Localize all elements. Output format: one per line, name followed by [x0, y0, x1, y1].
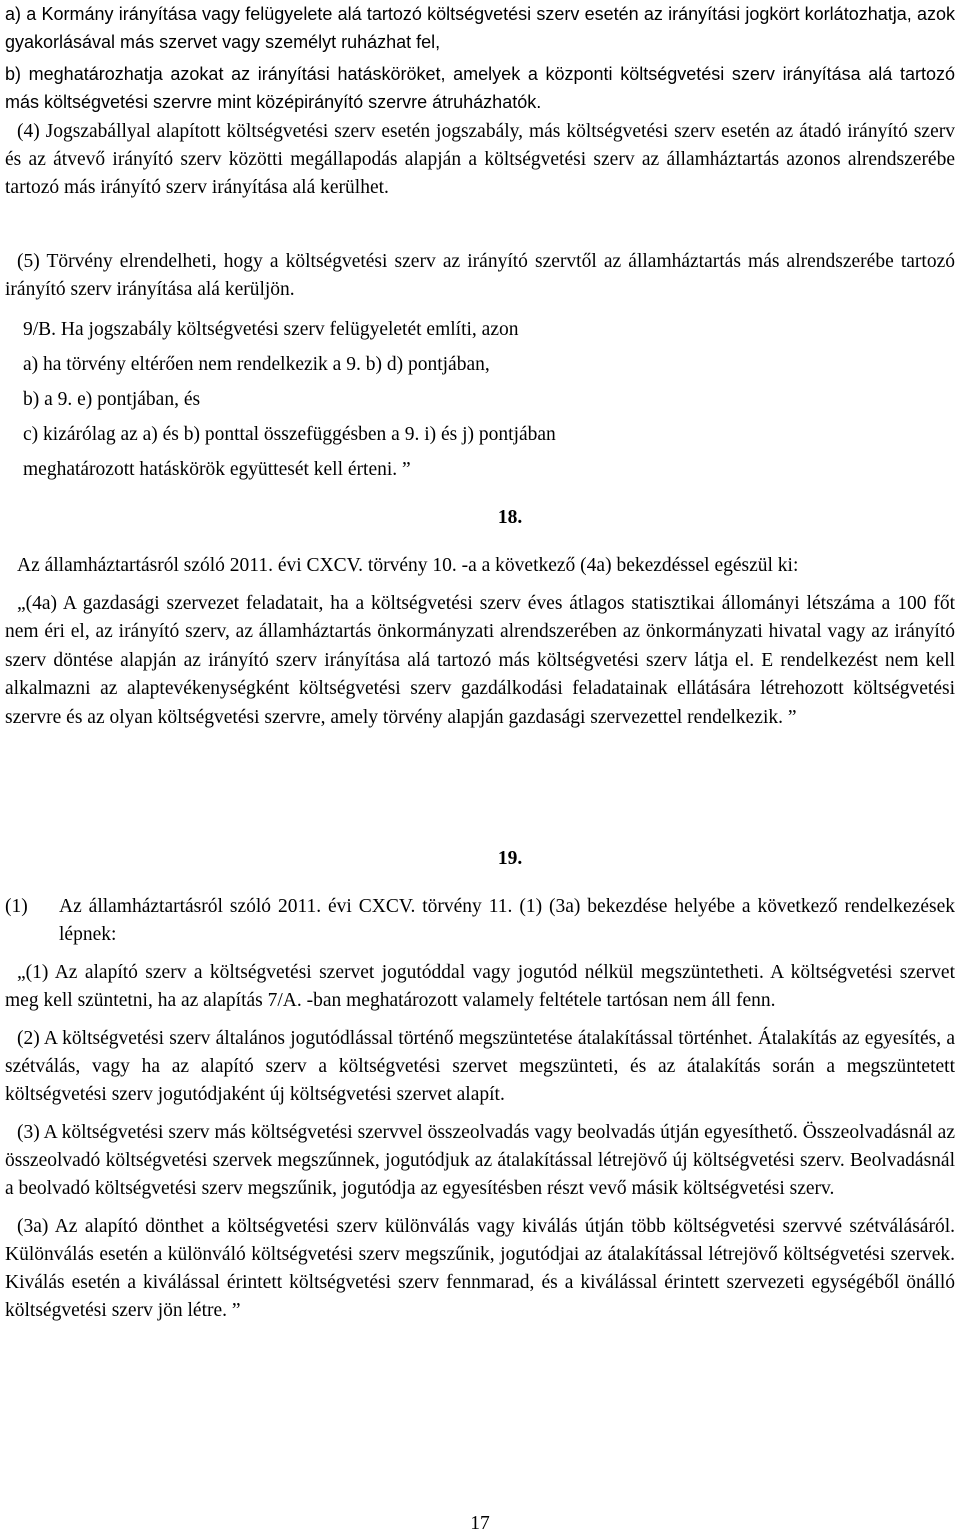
section-19-heading: 19.	[497, 848, 523, 869]
item-a: a) a Kormány irányítása vagy felügyelete alá tartozó költségvetési szerv esetén az irányítási jogkört korlátozhatja, azok gyakorlásával más szervet vagy személyt ruházhat fel,	[5, 4, 955, 52]
section-18	[5, 504, 955, 732]
item-b: b) meghatározhatja azokat az irányítási hatásköröket, amelyek a központi költségvetési szerv irányítása alá tartozó más költségvetési szervre mint középirányító szervre átruházhatók.	[5, 64, 955, 112]
section-9b-closing: meghatározott hatáskörök együttesét kell érteni. ”	[23, 459, 411, 480]
section-9b-intro: 9/B. Ha jogszabály költségvetési szerv felügyeletét említi, azon	[23, 319, 519, 340]
page-number: 17	[470, 1513, 490, 1534]
section-19	[5, 845, 955, 1325]
paragraph-4-block	[5, 118, 955, 202]
section-18-intro: Az államháztartásról szóló 2011. évi CXCV. törvény 10. -a a következő (4a) bekezdéssel egészül ki:	[17, 555, 799, 576]
section-9b-item-b: b) a 9. e) pontjában, és	[23, 389, 201, 410]
section-18-quote: „(4a) A gazdasági szervezet feladatait, ha a költségvetési szerv éves átlagos statisztikai állományi létszáma a 100 főt nem éri el, az irányító szerv, az államháztartás önkormányzati alrendszerében az önkormányzati hivatal vagy az irányító szerv döntése alapján az irányító szerv irányítása alá tartozó más költségvetési szerv látja el. E rendelkezést nem kell alkalmazni az alaptevékenységként költségvetési szerv gazdálkodási feladatainak ellátására létrehozott költségvetési szervre és az olyan költségvetési szervre, amely törvény alapján gazdasági szervezettel rendelkezik. ”	[5, 593, 955, 728]
section-9b	[5, 312, 955, 487]
paragraph-5-block	[5, 248, 955, 304]
section-9b-item-a: a) ha törvény eltérően nem rendelkezik a 9. b) d) pontjában,	[23, 354, 490, 375]
section-18-heading: 18.	[497, 507, 523, 528]
section-9b-item-c: c) kizárólag az a) és b) ponttal összefüggésben a 9. i) és j) pontjában	[23, 424, 556, 445]
section-19-item-1	[5, 893, 955, 949]
quote-paragraph-3: (3) A költségvetési szerv más költségvetési szervvel összeolvadás vagy beolvadás útján egyesíthető. Összeolvadásnál az összeolvadó költségvetési szervek megszűnnek, jogutódjuk az átalakítással létrejövő új költségvetési szerv. Beolvadásnál a beolvadó költségvetési szerv megszűnik, jogutódja az egyesítésben részt vevő másik költségvetési szerv.	[5, 1122, 955, 1199]
section-19-item-number: (1)	[5, 896, 28, 917]
quote-paragraph-1: „(1) Az alapító szerv a költségvetési szervet jogutóddal vagy jogutód nélkül megszüntetheti. A költségvetési szervet meg kell szüntetni, ha az alapítás 7/A. -ban meghatározott valamely feltétele tartósan nem áll fenn.	[5, 962, 955, 1011]
paragraph-4: (4) Jogszabállyal alapított költségvetési szerv esetén jogszabály, más költségvetési szerv esetén az átadó irányító szerv és az átvevő irányító szerv közötti megállapodás alapján a költségvetési szerv az államháztartás azonos alrendszerébe tartozó más irányító szerv irányítása alá kerülhet.	[5, 121, 955, 198]
quote-paragraph-3a: (3a) Az alapító dönthet a költségvetési szerv különválás vagy kiválás útján több költségvetési szervvé szétválásáról. Különválás esetén a különváló költségvetési szerv megszűnik, jogutódjai az átalakítással létrejövő költségvetési szervek. Kiválás esetén a kiválással érintett költségvetési szerv fennmarad, és a kiválással érintett szervezeti egységéből önálló költségvetési szerv jön létre. ”	[5, 1216, 955, 1321]
quote-paragraph-2: (2) A költségvetési szerv általános jogutódlással történő megszüntetése átalakítással történhet. Átalakítás az egyesítés, a szétválás, vagy ha az alapító szerv a költségvetési szervet megszünteti, és az átalakítás során a megszüntetett költségvetési szerv jogutódjaként új költségvetési szervet alapít.	[5, 1028, 955, 1105]
paragraph-5: (5) Törvény elrendelheti, hogy a költségvetési szerv az irányító szervtől az államháztartás más alrendszerébe tartozó irányító szerv irányítása alá kerüljön.	[5, 251, 955, 300]
continuation-block	[5, 0, 955, 116]
section-19-item-text: Az államháztartásról szóló 2011. évi CXCV. törvény 11. (1) (3a) bekezdése helyébe a következő rendelkezések lépnek:	[59, 896, 955, 945]
